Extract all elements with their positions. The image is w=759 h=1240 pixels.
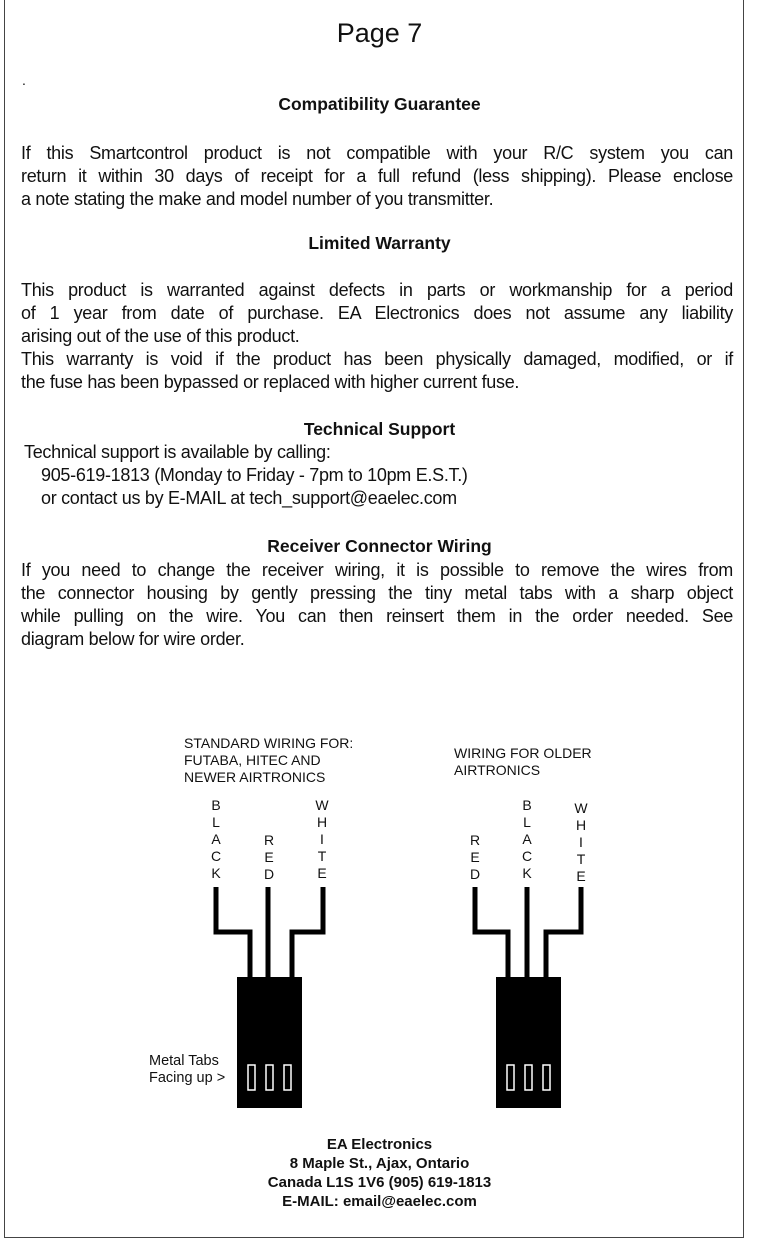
metal-tab (543, 1065, 550, 1090)
footer-address (0, 1135, 759, 1211)
metal-tabs-note (149, 1053, 225, 1087)
white-wire (546, 887, 581, 980)
metal-tab (248, 1065, 255, 1090)
text-line: If you need to change the receiver wiring, it is possible to remove the wires from (21, 560, 733, 580)
text-line: If this Smartcontrol product is not compatible with your R/C system you can (21, 143, 733, 163)
text-line: arising out of the use of this product. (21, 326, 300, 346)
text-line: the fuse has been bypassed or replaced with higher current fuse. (21, 372, 520, 392)
metal-tab (266, 1065, 273, 1090)
text-line: diagram below for wire order. (21, 629, 245, 649)
wire-label-red: R E D (263, 832, 275, 882)
caption-line: FUTABA, HITEC AND (184, 752, 321, 768)
wire-label-white: W H I T E (315, 797, 329, 881)
text-line: of 1 year from date of purchase. EA Electronics does not assume any liability (21, 303, 733, 323)
text-line: the connector housing by gently pressing the tiny metal tabs with a sharp object (21, 583, 733, 603)
black-wire (216, 887, 250, 980)
support-phone: 905-619-1813 (Monday to Friday - 7pm to 10pm E.S.T.) (41, 465, 468, 485)
note-line: Facing up > (149, 1070, 226, 1086)
wire-label-red: R E D (469, 832, 481, 882)
text-line: return it within 30 days of receipt for a full refund (less shipping). Please enclose (21, 166, 733, 186)
metal-tab (284, 1065, 291, 1090)
metal-tab (525, 1065, 532, 1090)
page-title: Page 7 (336, 18, 423, 48)
metal-tab (507, 1065, 514, 1090)
text-line: while pulling on the wire. You can then reinsert them in the order needed. See (21, 606, 733, 626)
wire-label-black: B L A C K (521, 797, 533, 881)
note-line: Metal Tabs (149, 1053, 219, 1069)
caption-line: WIRING FOR OLDER (454, 745, 592, 761)
text-line: Technical support is available by calling: (24, 442, 331, 462)
red-wire (475, 887, 508, 980)
stray-dot: . (22, 72, 26, 88)
support-heading: Technical Support (303, 419, 456, 439)
street-address: 8 Maple St., Ajax, Ontario (289, 1155, 470, 1172)
compat-heading: Compatibility Guarantee (278, 94, 481, 114)
wire-label-white: W H I T E (574, 800, 588, 884)
company-name: EA Electronics (326, 1136, 433, 1153)
caption-line: NEWER AIRTRONICS (184, 769, 326, 785)
wiring-heading: Receiver Connector Wiring (267, 536, 492, 556)
text-line: a note stating the make and model number of you transmitter. (21, 189, 494, 209)
white-wire (292, 887, 323, 980)
warranty-heading: Limited Warranty (308, 233, 451, 253)
caption-line: STANDARD WIRING FOR: (184, 735, 354, 751)
text-line: This warranty is void if the product has been physically damaged, modified, or if (21, 349, 733, 369)
caption-line: AIRTRONICS (454, 762, 541, 778)
text-line: This product is warranted against defects in parts or workmanship for a period (21, 280, 733, 300)
support-email: or contact us by E-MAIL at tech_support@eaelec.com (41, 488, 457, 508)
wire-label-black: B L A C K (210, 797, 222, 881)
postal-phone: Canada L1S 1V6 (905) 619-1813 (267, 1174, 492, 1191)
contact-email: E-MAIL: email@eaelec.com (282, 1193, 477, 1210)
